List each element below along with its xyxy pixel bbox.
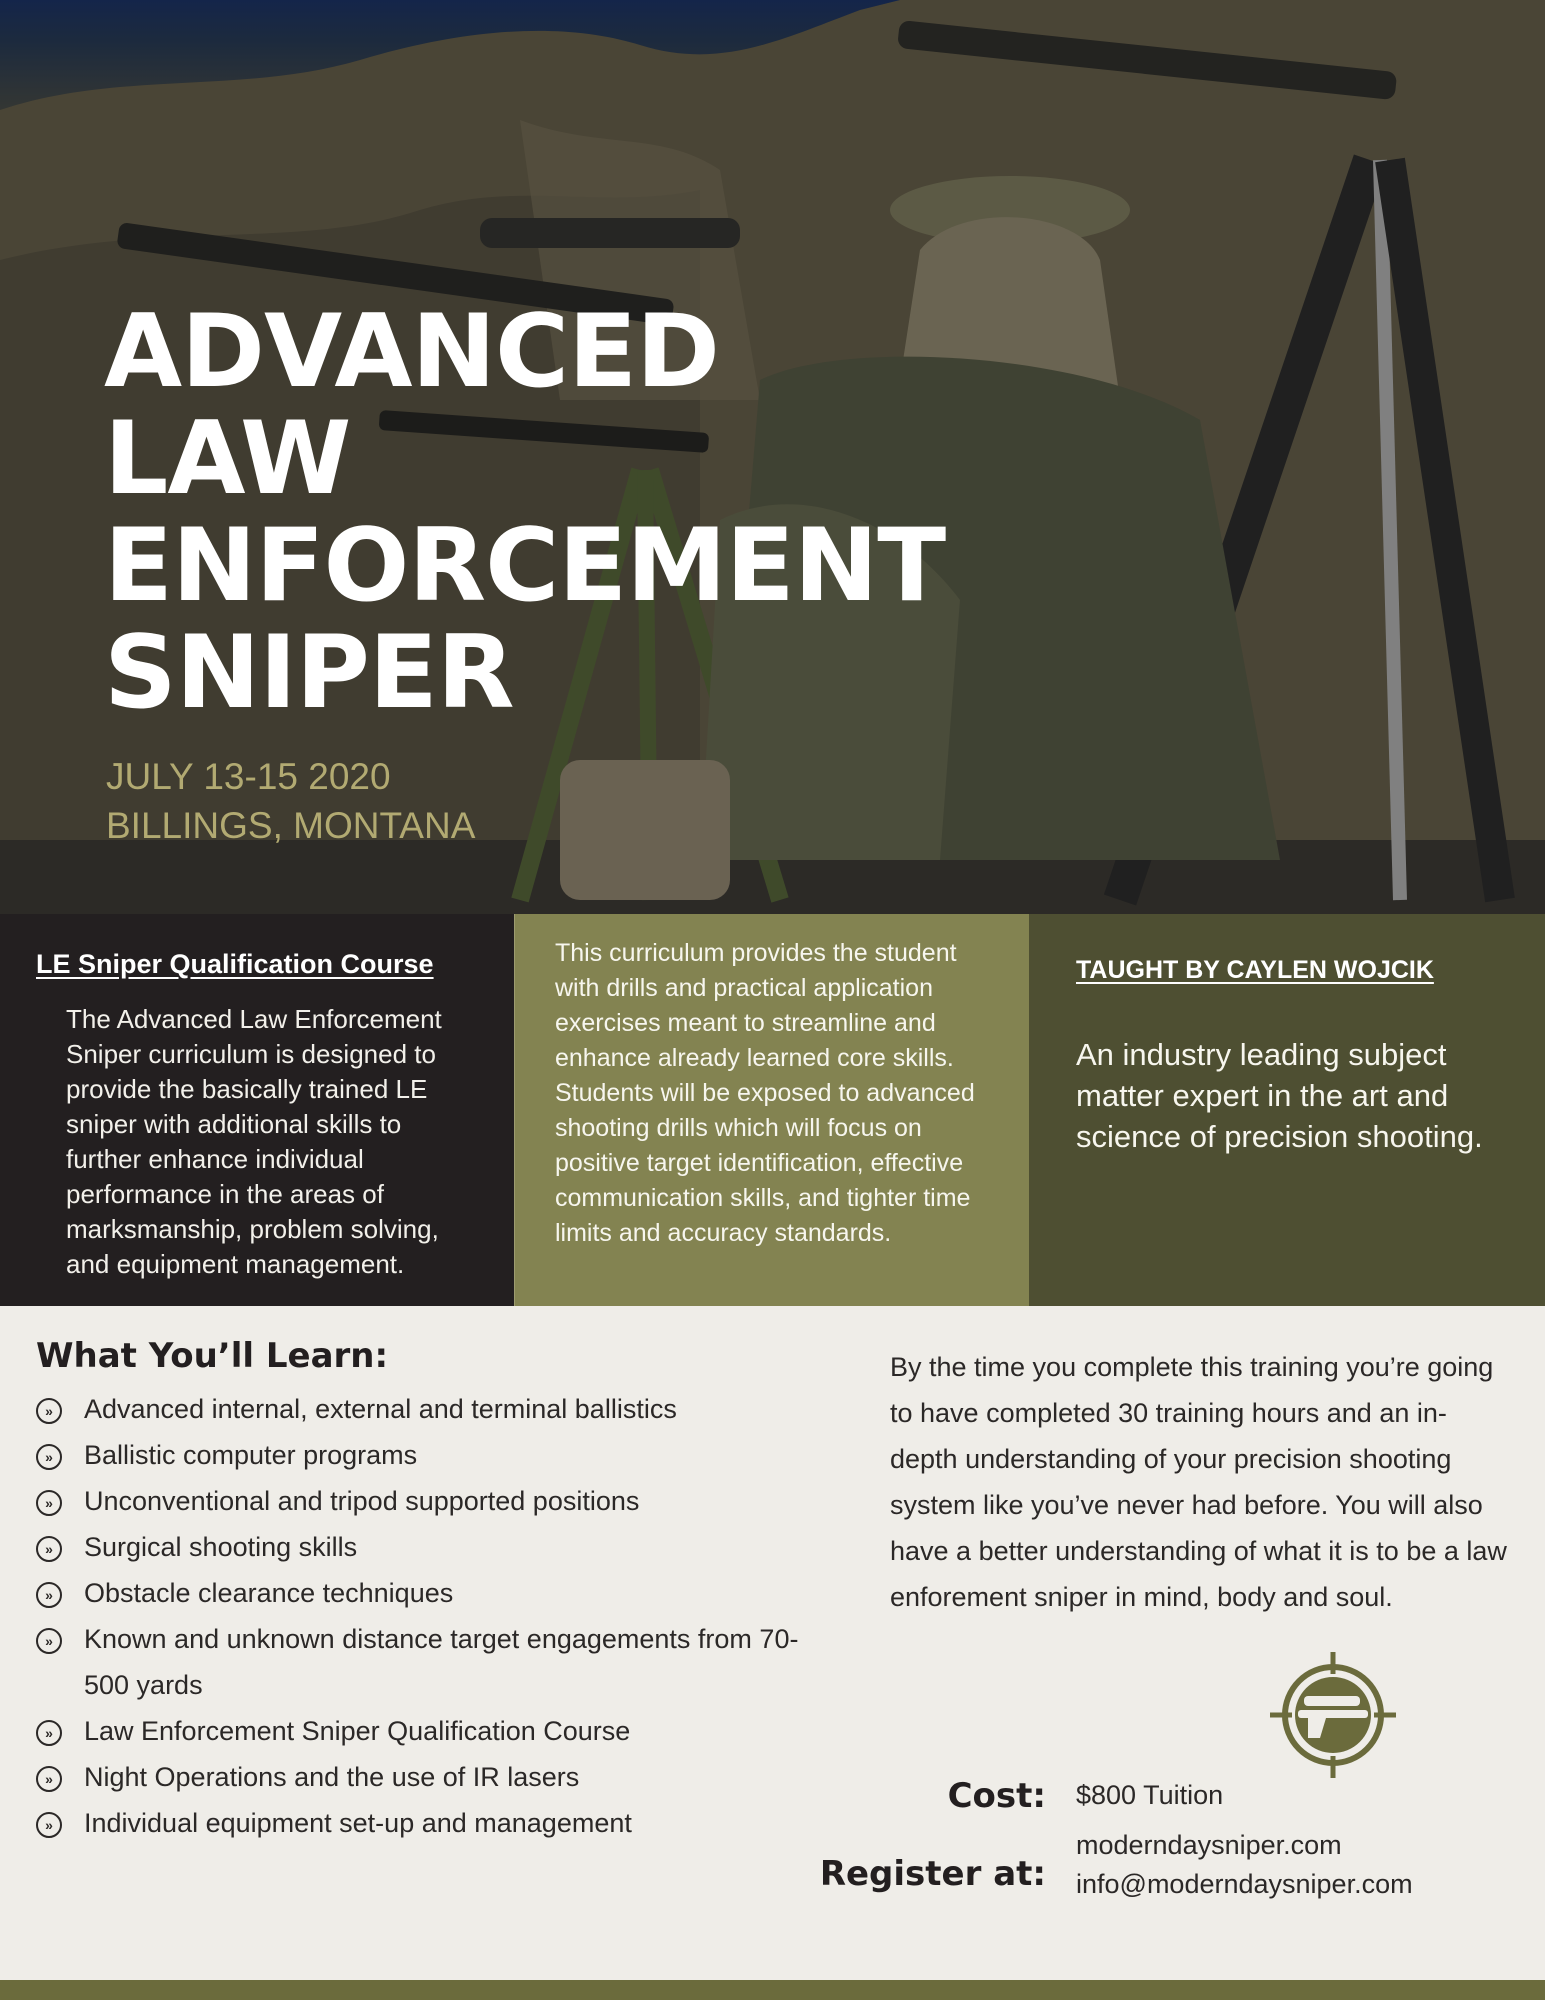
cost-value: $800 Tuition — [1076, 1780, 1224, 1810]
learn-list — [36, 1386, 816, 1846]
register-website-link[interactable]: moderndaysniper.com — [1076, 1830, 1342, 1860]
double-chevron-right-circle-icon: » — [36, 1766, 62, 1792]
list-item-text: Law Enforcement Sniper Qualification Course — [84, 1716, 631, 1746]
footer-bar — [0, 1980, 1545, 2000]
list-item — [36, 1432, 816, 1478]
double-chevron-right-circle-icon: » — [36, 1536, 62, 1562]
title-line-1: ADVANCED — [104, 292, 719, 410]
list-item — [36, 1524, 816, 1570]
list-item-text: Advanced internal, external and terminal ballistics — [84, 1394, 677, 1424]
list-item-text: Known and unknown distance target engagements from 70-500 yards — [84, 1624, 799, 1700]
register-label: Register at: — [819, 1854, 1046, 1894]
curriculum-body: This curriculum provides the student with drills and practical application exercises meant to streamline and enhance already learned core skills. Students will be exposed to advanced shooting drills which will focus on positive target identification, effective communication skills, and tighter time limits and accuracy standards. — [555, 939, 975, 1247]
double-chevron-right-circle-icon: » — [36, 1628, 62, 1654]
curriculum-panel — [514, 914, 1029, 1306]
list-item — [36, 1708, 816, 1754]
instructor-panel — [1029, 914, 1545, 1306]
list-item-text: Obstacle clearance techniques — [84, 1578, 454, 1608]
qualification-body: The Advanced Law Enforcement Sniper curriculum is designed to provide the basically trained LE sniper with additional skills to further enhance individual performance in the areas of marksmanship, problem solving, and equipment management. — [66, 1004, 442, 1279]
list-item — [36, 1800, 816, 1846]
double-chevron-right-circle-icon: » — [36, 1720, 62, 1746]
list-item — [36, 1478, 816, 1524]
qualification-panel — [0, 914, 514, 1306]
cost-label: Cost: — [947, 1776, 1046, 1816]
list-item-text: Unconventional and tripod supported positions — [84, 1486, 640, 1516]
double-chevron-right-circle-icon: » — [36, 1444, 62, 1470]
list-item-text: Ballistic computer programs — [84, 1440, 418, 1470]
list-item-text: Night Operations and the use of IR lasers — [84, 1762, 580, 1792]
register-info — [1076, 1826, 1413, 1904]
training-summary: By the time you complete this training you’re going to have completed 30 training hours and an in-depth understanding of your precision shooting system like you’ve never had before. You will also have a better understanding of what it is to be a law enforement sniper in mind, body and soul. — [890, 1352, 1507, 1612]
event-location: BILLINGS, MONTANA — [106, 805, 476, 846]
instructor-body: An industry leading subject matter expert in the art and science of precision shooting. — [1076, 1037, 1483, 1154]
list-item-text: Individual equipment set-up and management — [84, 1808, 632, 1838]
list-item — [36, 1386, 816, 1432]
double-chevron-right-circle-icon: » — [36, 1812, 62, 1838]
list-item — [36, 1616, 816, 1708]
title-line-2: LAW — [104, 399, 351, 517]
crosshair-rifle-logo-icon — [1268, 1650, 1398, 1780]
double-chevron-right-circle-icon: » — [36, 1582, 62, 1608]
event-info — [106, 752, 475, 850]
hero-banner — [0, 0, 1545, 914]
instructor-heading: TAUGHT BY CAYLEN WOJCIK — [1076, 956, 1434, 984]
list-item-text: Surgical shooting skills — [84, 1532, 358, 1562]
register-email-link[interactable]: info@moderndaysniper.com — [1076, 1869, 1413, 1899]
learn-heading: What You’ll Learn: — [36, 1336, 389, 1376]
course-title — [104, 292, 1004, 731]
list-item — [36, 1754, 816, 1800]
list-item — [36, 1570, 816, 1616]
title-line-4: SNIPER — [104, 613, 514, 731]
qualification-heading: LE Sniper Qualification Course — [36, 949, 434, 979]
title-line-3: ENFORCEMENT — [104, 506, 946, 624]
double-chevron-right-circle-icon: » — [36, 1490, 62, 1516]
event-date: JULY 13-15 2020 — [106, 756, 391, 797]
double-chevron-right-circle-icon: » — [36, 1398, 62, 1424]
